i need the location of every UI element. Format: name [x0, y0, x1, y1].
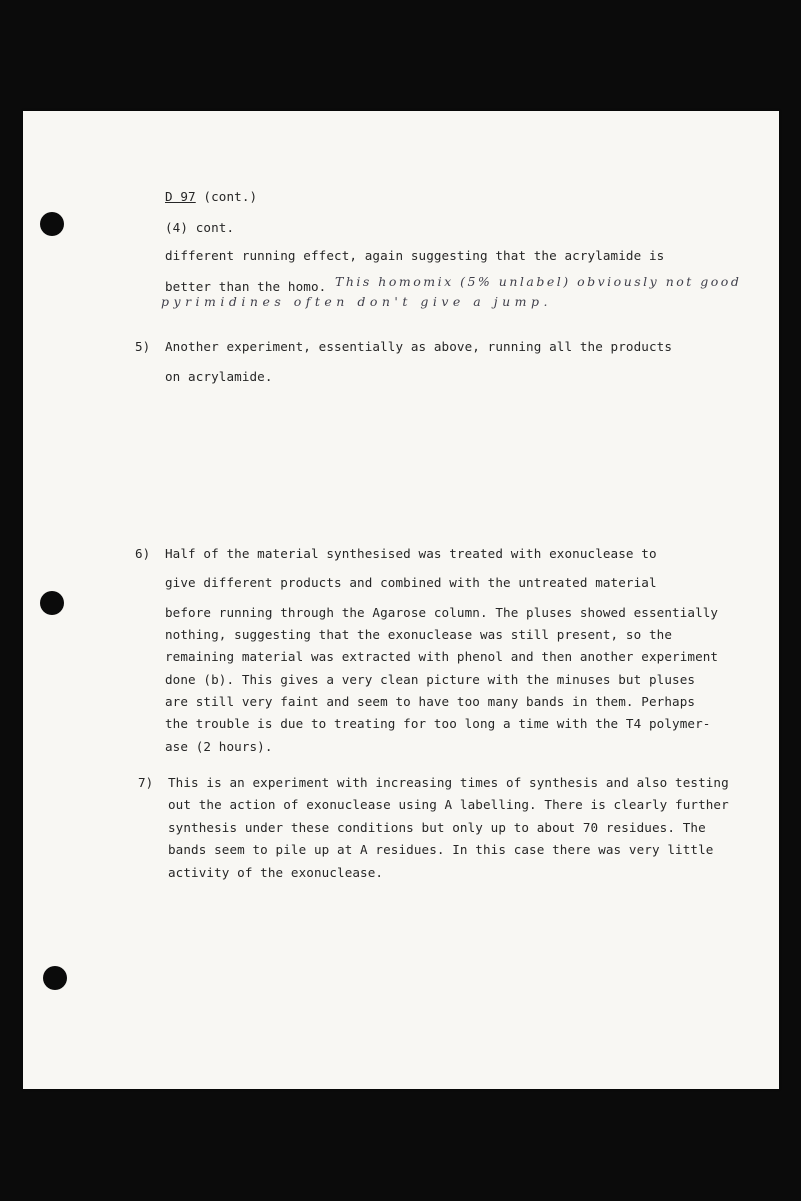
text-line: nothing, suggesting that the exonuclease was still present, so the	[165, 627, 673, 642]
text-line: the trouble is due to treating for too long a time with the T4 polymer-	[165, 716, 711, 731]
item-number: 7)	[138, 775, 154, 790]
handwritten-note: This homomix (5% unlabel) obviously not good	[335, 274, 742, 289]
text-line: remaining material was extracted with phenol and then another experiment	[165, 649, 719, 664]
punch-hole	[43, 966, 67, 990]
handwritten-note: pyrimidines often don't give a jump.	[161, 294, 552, 309]
text-line: give different products and combined with the untreated material	[165, 575, 657, 590]
page-header	[165, 189, 257, 204]
text-line: ase (2 hours).	[165, 739, 273, 754]
text-line: bands seem to pile up at A residues. In this case there was very little	[168, 842, 714, 857]
punch-hole	[40, 591, 64, 615]
text-line: better than the homo.	[165, 279, 327, 294]
text-line: activity of the exonuclease.	[168, 865, 384, 880]
item-number: 6)	[135, 546, 151, 561]
text-line: different running effect, again suggesting that the acrylamide is	[165, 248, 665, 263]
text-line: done (b). This gives a very clean picture with the minuses but pluses	[165, 672, 696, 687]
text-line: Half of the material synthesised was treated with exonuclease to	[165, 546, 657, 561]
text-line: are still very faint and seem to have too many bands in them. Perhaps	[165, 694, 696, 709]
document-page	[23, 111, 779, 1089]
text-line: on acrylamide.	[165, 369, 273, 384]
text-line: synthesis under these conditions but only up to about 70 residues. The	[168, 820, 706, 835]
punch-hole	[40, 212, 64, 236]
text-line: Another experiment, essentially as above, running all the products	[165, 339, 673, 354]
item-number: 5)	[135, 339, 151, 354]
subheading: (4) cont.	[165, 220, 235, 235]
notebook-ref: D 97	[165, 189, 196, 204]
text-line: This is an experiment with increasing times of synthesis and also testing	[168, 775, 729, 790]
text-line: before running through the Agarose column. The pluses showed essentially	[165, 605, 719, 620]
text-line: out the action of exonuclease using A labelling. There is clearly further	[168, 797, 729, 812]
notebook-ref-suffix: (cont.)	[195, 189, 258, 204]
